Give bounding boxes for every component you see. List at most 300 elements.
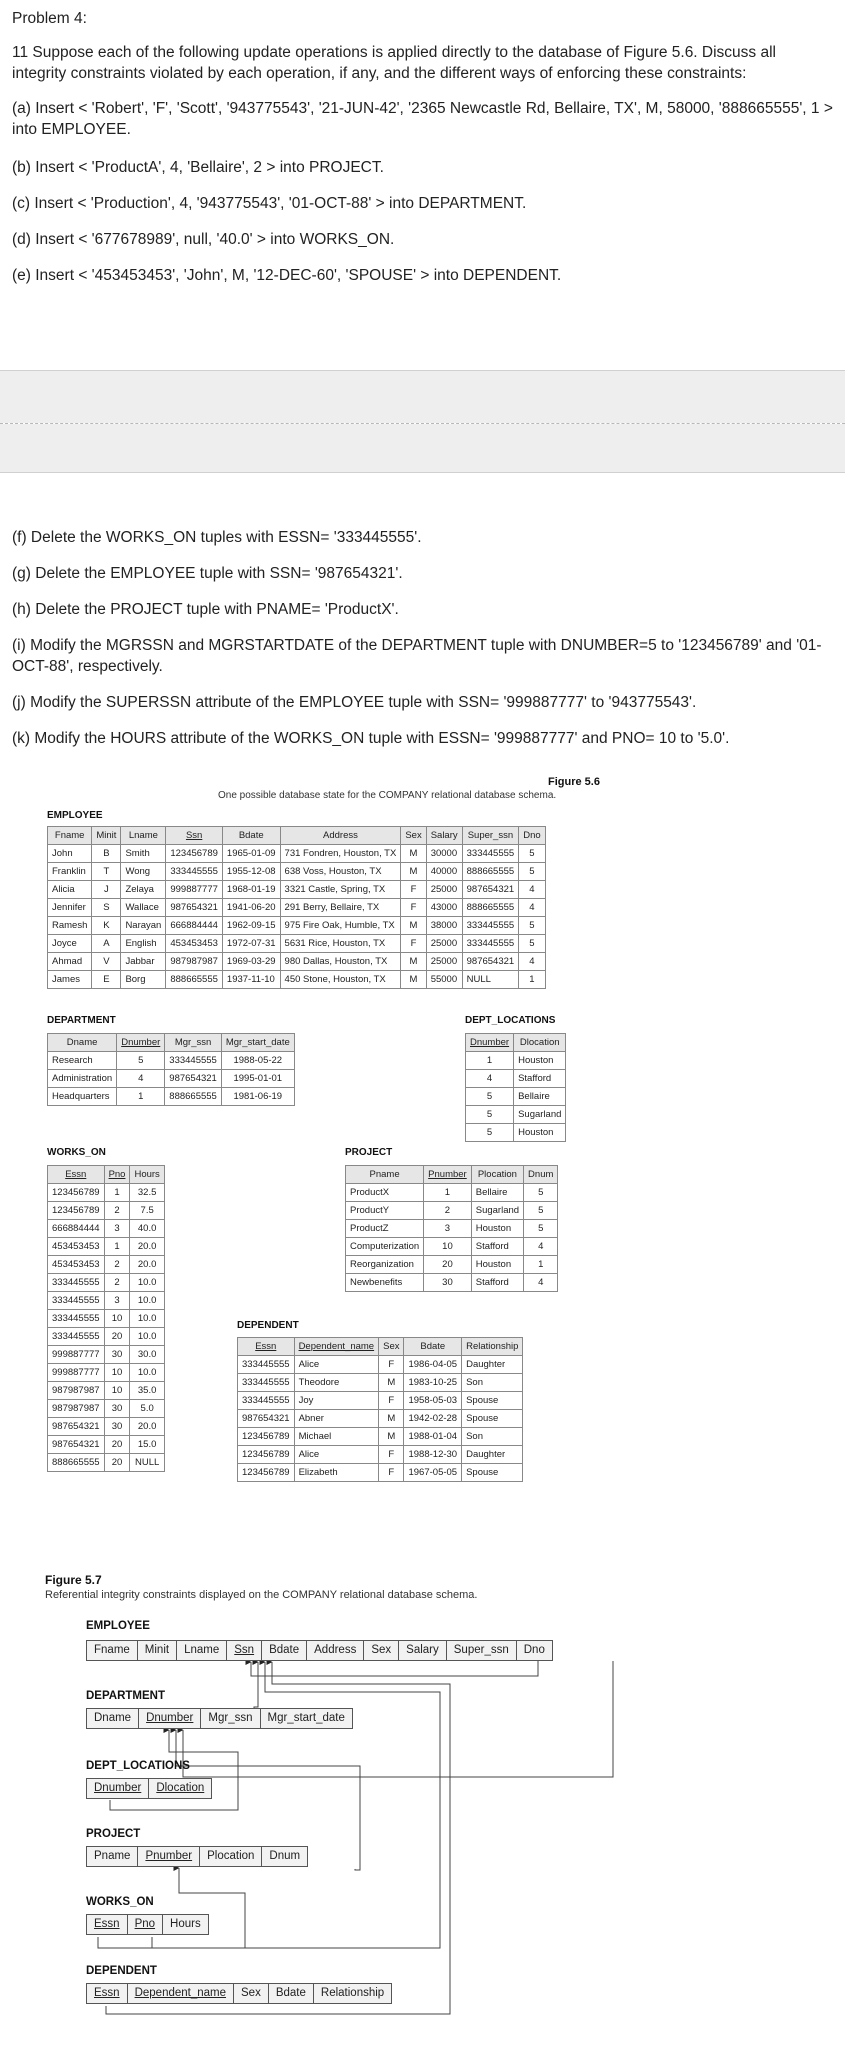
works_on-cell: 1 — [104, 1184, 130, 1202]
project-cell: Computerization — [346, 1238, 424, 1256]
employee-cell: 987654321 — [166, 899, 223, 917]
employee-cell: 5 — [519, 863, 545, 881]
employee-column-header-label: Bdate — [238, 830, 264, 841]
works_on-cell: 40.0 — [130, 1220, 164, 1238]
works_on-cell: 32.5 — [130, 1184, 164, 1202]
employee-cell: 638 Voss, Houston, TX — [280, 863, 401, 881]
employee-column-header-label: Address — [323, 830, 358, 841]
project-cell: 1 — [424, 1184, 472, 1202]
dependent-cell: 1988-01-04 — [404, 1428, 462, 1446]
dept_locations-cell: 1 — [466, 1052, 514, 1070]
works_on-cell: 123456789 — [48, 1184, 105, 1202]
employee-cell: 1965-01-09 — [222, 845, 280, 863]
schema-attribute: Hours — [170, 1918, 201, 1930]
dept-locations-table-title: DEPT_LOCATIONS — [465, 1015, 556, 1026]
works_on-cell: 999887777 — [48, 1346, 105, 1364]
employee-cell: Zelaya — [121, 881, 166, 899]
schema-attribute: Essn — [87, 1984, 128, 2003]
schema-dependent — [86, 1983, 392, 2004]
department-cell: 4 — [117, 1070, 165, 1088]
employee-cell: 25000 — [426, 935, 462, 953]
dependent-cell: 333445555 — [238, 1356, 295, 1374]
employee-cell: Wallace — [121, 899, 166, 917]
department-column-header-label: Mgr_ssn — [174, 1037, 212, 1048]
project-cell: Stafford — [471, 1238, 523, 1256]
schema-attribute: Bdate — [262, 1641, 307, 1660]
department-column-header-label: Dnumber — [121, 1037, 161, 1048]
dept_locations-cell: Houston — [514, 1124, 566, 1142]
schema-works-on — [86, 1914, 209, 1935]
figure-5-7-caption: Referential integrity constraints displayed on the COMPANY relational database schema. — [45, 1589, 478, 1601]
project-cell: 4 — [524, 1274, 558, 1292]
employee-cell: 55000 — [426, 971, 462, 989]
department-cell: 1981-06-19 — [221, 1088, 294, 1106]
works_on-cell: 2 — [104, 1274, 130, 1292]
employee-cell: Franklin — [48, 863, 92, 881]
works_on-cell: 30 — [104, 1346, 130, 1364]
employee-cell: 25000 — [426, 953, 462, 971]
employee-cell: V — [92, 953, 121, 971]
employee-cell: NULL — [462, 971, 519, 989]
dependent-cell: 123456789 — [238, 1446, 295, 1464]
employee-cell: Joyce — [48, 935, 92, 953]
dependent-cell: Michael — [294, 1428, 379, 1446]
schema-attribute: Dlocation — [156, 1782, 205, 1794]
department-table-title: DEPARTMENT — [47, 1015, 116, 1026]
dept_locations-column-header-label: Dnumber — [470, 1037, 510, 1048]
problem-title: Problem 4: — [12, 10, 87, 27]
employee-column-header-label: Salary — [430, 830, 458, 841]
dept_locations-cell: Houston — [514, 1052, 566, 1070]
dependent-cell: 123456789 — [238, 1428, 295, 1446]
employee-cell: M — [401, 863, 426, 881]
works_on-cell: 20 — [104, 1436, 130, 1454]
employee-cell: 987654321 — [462, 881, 519, 899]
project-cell: 5 — [524, 1184, 558, 1202]
works_on-cell: 453453453 — [48, 1238, 105, 1256]
works_on-cell: 2 — [104, 1256, 130, 1274]
dept_locations-cell: 5 — [466, 1106, 514, 1124]
dependent-table-title: DEPENDENT — [237, 1320, 299, 1331]
employee-cell: 888665555 — [462, 899, 519, 917]
project-column-header-label: Dnum — [528, 1169, 554, 1180]
project-cell: 30 — [424, 1274, 472, 1292]
employee-cell: 5 — [519, 845, 545, 863]
schema-attribute: Salary — [399, 1641, 447, 1660]
works_on-cell: 20 — [104, 1454, 130, 1472]
employee-cell: 333445555 — [462, 845, 519, 863]
dept_locations-cell: 5 — [466, 1088, 514, 1106]
works_on-cell: 20.0 — [130, 1418, 164, 1436]
employee-cell: T — [92, 863, 121, 881]
dependent-cell: 1983-10-25 — [404, 1374, 462, 1392]
schema-dept-locations-title: DEPT_LOCATIONS — [86, 1760, 190, 1772]
project-cell: Newbenefits — [346, 1274, 424, 1292]
works_on-cell: 666884444 — [48, 1220, 105, 1238]
works_on-cell: 333445555 — [48, 1328, 105, 1346]
dependent-cell: 987654321 — [238, 1410, 295, 1428]
employee-cell: James — [48, 971, 92, 989]
department-cell: 5 — [117, 1052, 165, 1070]
works_on-cell: 987654321 — [48, 1418, 105, 1436]
problem-intro: 11 Suppose each of the following update operations is applied directly to the database of Figure 5.6. Discuss all integrity constraints violated by each operation, if any, and the different ways of enforcing these constraints: — [12, 44, 776, 82]
dependent-cell: Alice — [294, 1446, 379, 1464]
works_on-cell: 10.0 — [130, 1364, 164, 1382]
employee-cell: 4 — [519, 953, 545, 971]
project-cell: Bellaire — [471, 1184, 523, 1202]
employee-cell: 5 — [519, 935, 545, 953]
employee-cell: M — [401, 971, 426, 989]
schema-attribute: Mgr_ssn — [201, 1709, 260, 1728]
employee-cell: 5631 Rice, Houston, TX — [280, 935, 401, 953]
employee-cell: Alicia — [48, 881, 92, 899]
employee-cell: J — [92, 881, 121, 899]
employee-cell: 30000 — [426, 845, 462, 863]
schema-attribute: Essn — [87, 1915, 128, 1934]
employee-cell: Borg — [121, 971, 166, 989]
figure-5-6-label: Figure 5.6 — [548, 776, 600, 788]
dept_locations-cell: Stafford — [514, 1070, 566, 1088]
employee-cell: 4 — [519, 881, 545, 899]
department-cell: 333445555 — [165, 1052, 222, 1070]
schema-employee — [86, 1640, 553, 1661]
schema-attribute: Mgr_start_date — [267, 1712, 345, 1724]
schema-department — [86, 1708, 353, 1729]
works_on-cell: 35.0 — [130, 1382, 164, 1400]
dependent-column-header-label: Relationship — [466, 1341, 519, 1352]
employee-cell: Ahmad — [48, 953, 92, 971]
project-cell: Sugarland — [471, 1202, 523, 1220]
works_on-cell: 888665555 — [48, 1454, 105, 1472]
schema-attribute: Bdate — [269, 1984, 314, 2003]
employee-cell: Smith — [121, 845, 166, 863]
works_on-cell: 987987987 — [48, 1382, 105, 1400]
employee-cell: 1972-07-31 — [222, 935, 280, 953]
employee-cell: 987654321 — [462, 953, 519, 971]
operation-k: (k) Modify the HOURS attribute of the WORKS_ON tuple with ESSN= '999887777' and PNO= 10 to '5.0'. — [12, 730, 730, 747]
employee-cell: Wong — [121, 863, 166, 881]
employee-cell: 888665555 — [462, 863, 519, 881]
operation-b: (b) Insert < 'ProductA', 4, 'Bellaire', 2 > into PROJECT. — [12, 159, 384, 176]
dependent-cell: Joy — [294, 1392, 379, 1410]
schema-department-title: DEPARTMENT — [86, 1690, 166, 1702]
works_on-cell: 5.0 — [130, 1400, 164, 1418]
employee-cell: 731 Fondren, Houston, TX — [280, 845, 401, 863]
works_on-cell: 7.5 — [130, 1202, 164, 1220]
works-on-table-title: WORKS_ON — [47, 1147, 106, 1158]
employee-cell: 1937-11-10 — [222, 971, 280, 989]
dept_locations-cell: 5 — [466, 1124, 514, 1142]
employee-cell: 3321 Castle, Spring, TX — [280, 881, 401, 899]
project-cell: 5 — [524, 1220, 558, 1238]
dependent-column-header-label: Dependent_name — [298, 1341, 375, 1352]
employee-cell: English — [121, 935, 166, 953]
employee-cell: 999887777 — [166, 881, 223, 899]
works_on-cell: 123456789 — [48, 1202, 105, 1220]
works_on-cell: 2 — [104, 1202, 130, 1220]
schema-dependent-title: DEPENDENT — [86, 1965, 157, 1977]
schema-works-on-title: WORKS_ON — [86, 1896, 154, 1908]
department-cell: 1 — [117, 1088, 165, 1106]
dependent-cell: Son — [462, 1428, 523, 1446]
employee-cell: Ramesh — [48, 917, 92, 935]
employee-cell: M — [401, 953, 426, 971]
employee-cell: Jennifer — [48, 899, 92, 917]
employee-cell: 1969-03-29 — [222, 953, 280, 971]
works_on-cell: 1 — [104, 1238, 130, 1256]
dept_locations-cell: 4 — [466, 1070, 514, 1088]
schema-attribute: Plocation — [200, 1847, 262, 1866]
schema-employee-title: EMPLOYEE — [86, 1620, 150, 1632]
department-cell: Research — [48, 1052, 117, 1070]
dependent-cell: Spouse — [462, 1410, 523, 1428]
employee-cell: 1955-12-08 — [222, 863, 280, 881]
works_on-cell: 20.0 — [130, 1238, 164, 1256]
works_on-cell: NULL — [130, 1454, 164, 1472]
dependent-cell: Son — [462, 1374, 523, 1392]
project-cell: 2 — [424, 1202, 472, 1220]
employee-cell: F — [401, 899, 426, 917]
employee-cell: 43000 — [426, 899, 462, 917]
dependent-cell: 123456789 — [238, 1464, 295, 1482]
schema-attribute: Sex — [234, 1984, 269, 2003]
department-cell: Headquarters — [48, 1088, 117, 1106]
dependent-cell: F — [379, 1446, 404, 1464]
project-column-header-label: Pnumber — [428, 1169, 467, 1180]
employee-cell: 123456789 — [166, 845, 223, 863]
employee-cell: 666884444 — [166, 917, 223, 935]
dependent-column-header-label: Bdate — [420, 1341, 446, 1352]
operation-f: (f) Delete the WORKS_ON tuples with ESSN= '333445555'. — [12, 529, 422, 546]
employee-cell: 1 — [519, 971, 545, 989]
works_on-cell: 20.0 — [130, 1256, 164, 1274]
works_on-cell: 30 — [104, 1400, 130, 1418]
employee-column-header-label: Ssn — [185, 830, 203, 841]
schema-attribute: Lname — [177, 1641, 227, 1660]
dependent-cell: 1986-04-05 — [404, 1356, 462, 1374]
works_on-cell: 20 — [104, 1328, 130, 1346]
department-column-header-label: Dname — [66, 1037, 98, 1048]
operation-c: (c) Insert < 'Production', 4, '943775543', '01-OCT-88' > into DEPARTMENT. — [12, 195, 527, 212]
employee-column-header-label: Lname — [128, 830, 158, 841]
project-cell: Houston — [471, 1220, 523, 1238]
employee-cell: 1941-06-20 — [222, 899, 280, 917]
works_on-cell: 10 — [104, 1364, 130, 1382]
operation-a: (a) Insert < 'Robert', 'F', 'Scott', '943775543', '21-JUN-42', '2365 Newcastle Rd, Bellaire, TX', M, 58000, '888665555', 1 > into EMPLOYEE. — [12, 100, 833, 138]
dept_locations-cell: Sugarland — [514, 1106, 566, 1124]
works_on-cell: 30.0 — [130, 1346, 164, 1364]
dependent-cell: M — [379, 1374, 404, 1392]
figure-5-6-caption: One possible database state for the COMPANY relational database schema. — [218, 790, 557, 801]
project-cell: ProductY — [346, 1202, 424, 1220]
works_on-cell: 10.0 — [130, 1292, 164, 1310]
schema-project — [86, 1846, 308, 1867]
works_on-cell: 10.0 — [130, 1328, 164, 1346]
employee-column-header-label: Fname — [54, 830, 85, 841]
dependent-column-header-label: Sex — [383, 1341, 400, 1352]
works_on-cell: 10 — [104, 1310, 130, 1328]
employee-cell: F — [401, 881, 426, 899]
project-cell: 1 — [524, 1256, 558, 1274]
schema-attribute: Dname — [87, 1709, 139, 1728]
dependent-cell: 1967-05-05 — [404, 1464, 462, 1482]
works_on-cell: 453453453 — [48, 1256, 105, 1274]
employee-table-title: EMPLOYEE — [47, 810, 103, 821]
employee-cell: John — [48, 845, 92, 863]
dependent-cell: F — [379, 1392, 404, 1410]
works_on-cell: 10.0 — [130, 1274, 164, 1292]
dependent-cell: F — [379, 1356, 404, 1374]
arrow-super-ssn-to-ssn — [251, 1661, 538, 1676]
operation-g: (g) Delete the EMPLOYEE tuple with SSN= '987654321'. — [12, 565, 403, 582]
employee-column-header-label: Super_ssn — [467, 830, 514, 841]
works_on-cell: 333445555 — [48, 1274, 105, 1292]
project-cell: 4 — [524, 1238, 558, 1256]
dependent-cell: 333445555 — [238, 1374, 295, 1392]
employee-cell: Narayan — [121, 917, 166, 935]
department-cell: 1995-01-01 — [221, 1070, 294, 1088]
schema-attribute: Fname — [87, 1641, 138, 1660]
dependent-cell: Spouse — [462, 1392, 523, 1410]
employee-cell: B — [92, 845, 121, 863]
arrow-pno-to-pnumber — [152, 1868, 245, 1948]
employee-cell: M — [401, 917, 426, 935]
works_on-cell: 3 — [104, 1292, 130, 1310]
works_on-cell: 30 — [104, 1418, 130, 1436]
figure-5-7-label: Figure 5.7 — [45, 1573, 102, 1587]
project-cell: ProductZ — [346, 1220, 424, 1238]
schema-attribute: Pno — [128, 1915, 163, 1934]
schema-attribute: Address — [307, 1641, 364, 1660]
employee-cell: 987987987 — [166, 953, 223, 971]
employee-cell: 333445555 — [462, 917, 519, 935]
schema-attribute: Pname — [87, 1847, 138, 1866]
dependent-cell: M — [379, 1428, 404, 1446]
dependent-cell: Elizabeth — [294, 1464, 379, 1482]
schema-attribute: Dno — [523, 1644, 545, 1656]
project-cell: 3 — [424, 1220, 472, 1238]
works_on-cell: 333445555 — [48, 1292, 105, 1310]
employee-column-header-label: Sex — [405, 830, 422, 841]
dependent-cell: Daughter — [462, 1446, 523, 1464]
project-cell: Stafford — [471, 1274, 523, 1292]
employee-cell: 5 — [519, 917, 545, 935]
project-cell: Houston — [471, 1256, 523, 1274]
operation-j: (j) Modify the SUPERSSN attribute of the EMPLOYEE tuple with SSN= '999887777' to '943775543'. — [12, 694, 697, 711]
dependent-cell: 1958-05-03 — [404, 1392, 462, 1410]
dependent-cell: Theodore — [294, 1374, 379, 1392]
employee-cell: M — [401, 845, 426, 863]
project-cell: ProductX — [346, 1184, 424, 1202]
works_on-cell: 3 — [104, 1220, 130, 1238]
dept_locations-column-header-label: Dlocation — [519, 1037, 560, 1048]
schema-attribute: Super_ssn — [447, 1641, 517, 1660]
employee-cell: 980 Dallas, Houston, TX — [280, 953, 401, 971]
employee-column-header-label: Dno — [523, 830, 541, 841]
schema-attribute: Dependent_name — [128, 1984, 234, 2003]
employee-column-header-label: Minit — [96, 830, 117, 841]
schema-attribute: Pnumber — [138, 1847, 200, 1866]
project-table-title: PROJECT — [345, 1147, 393, 1158]
works_on-cell: 15.0 — [130, 1436, 164, 1454]
dependent-column-header-label: Essn — [255, 1341, 277, 1352]
employee-cell: Jabbar — [121, 953, 166, 971]
employee-cell: 453453453 — [166, 935, 223, 953]
employee-cell: 333445555 — [462, 935, 519, 953]
dependent-cell: 1988-12-30 — [404, 1446, 462, 1464]
project-cell: 20 — [424, 1256, 472, 1274]
department-column-header-label: Mgr_start_date — [225, 1037, 290, 1048]
dependent-cell: 333445555 — [238, 1392, 295, 1410]
schema-attribute: Ssn — [227, 1641, 262, 1660]
project-cell: Reorganization — [346, 1256, 424, 1274]
project-cell: 10 — [424, 1238, 472, 1256]
employee-cell: E — [92, 971, 121, 989]
schema-attribute: Dnumber — [87, 1779, 149, 1798]
operation-e: (e) Insert < '453453453', 'John', M, '12-DEC-60', 'SPOUSE' > into DEPENDENT. — [12, 267, 562, 284]
dependent-cell: Abner — [294, 1410, 379, 1428]
employee-cell: F — [401, 935, 426, 953]
works_on-cell: 333445555 — [48, 1310, 105, 1328]
schema-attribute: Sex — [364, 1641, 399, 1660]
employee-cell: 450 Stone, Houston, TX — [280, 971, 401, 989]
department-cell: 888665555 — [165, 1088, 222, 1106]
employee-cell: 888665555 — [166, 971, 223, 989]
works_on-cell: 987654321 — [48, 1436, 105, 1454]
works_on-cell: 10 — [104, 1382, 130, 1400]
project-cell: 5 — [524, 1202, 558, 1220]
operation-i: (i) Modify the MGRSSN and MGRSTARTDATE of the DEPARTMENT tuple with DNUMBER=5 to '123456789' and '01-OCT-88', respectively. — [12, 637, 822, 675]
employee-cell: 1962-09-15 — [222, 917, 280, 935]
schema-attribute: Dnumber — [139, 1709, 201, 1728]
department-cell: 987654321 — [165, 1070, 222, 1088]
schema-attribute: Relationship — [320, 1987, 385, 1999]
employee-cell: 1968-01-19 — [222, 881, 280, 899]
schema-attribute: Dnum — [269, 1850, 301, 1862]
dependent-cell: Spouse — [462, 1464, 523, 1482]
works_on-cell: 10.0 — [130, 1310, 164, 1328]
works_on-cell: 999887777 — [48, 1364, 105, 1382]
schema-project-title: PROJECT — [86, 1828, 141, 1840]
dependent-cell: 1942-02-28 — [404, 1410, 462, 1428]
project-column-header-label: Plocation — [477, 1169, 517, 1180]
employee-cell: A — [92, 935, 121, 953]
employee-cell: 38000 — [426, 917, 462, 935]
department-cell: 1988-05-22 — [221, 1052, 294, 1070]
employee-cell: 25000 — [426, 881, 462, 899]
schema-attribute: Minit — [138, 1641, 177, 1660]
dependent-cell: M — [379, 1410, 404, 1428]
project-column-header-label: Pname — [369, 1169, 400, 1180]
works_on-cell: 987987987 — [48, 1400, 105, 1418]
dependent-cell: F — [379, 1464, 404, 1482]
employee-cell: 40000 — [426, 863, 462, 881]
employee-cell: 4 — [519, 899, 545, 917]
operation-h: (h) Delete the PROJECT tuple with PNAME= 'ProductX'. — [12, 601, 399, 618]
dependent-cell: Alice — [294, 1356, 379, 1374]
dependent-cell: Daughter — [462, 1356, 523, 1374]
employee-cell: 975 Fire Oak, Humble, TX — [280, 917, 401, 935]
employee-cell: 291 Berry, Bellaire, TX — [280, 899, 401, 917]
works_on-column-header-label: Pno — [108, 1169, 126, 1180]
employee-cell: 333445555 — [166, 863, 223, 881]
employee-cell: K — [92, 917, 121, 935]
works_on-column-header-label: Essn — [65, 1169, 87, 1180]
dept_locations-cell: Bellaire — [514, 1088, 566, 1106]
works_on-column-header-label: Hours — [134, 1169, 160, 1180]
employee-cell: S — [92, 899, 121, 917]
schema-dept-locations — [86, 1778, 212, 1799]
